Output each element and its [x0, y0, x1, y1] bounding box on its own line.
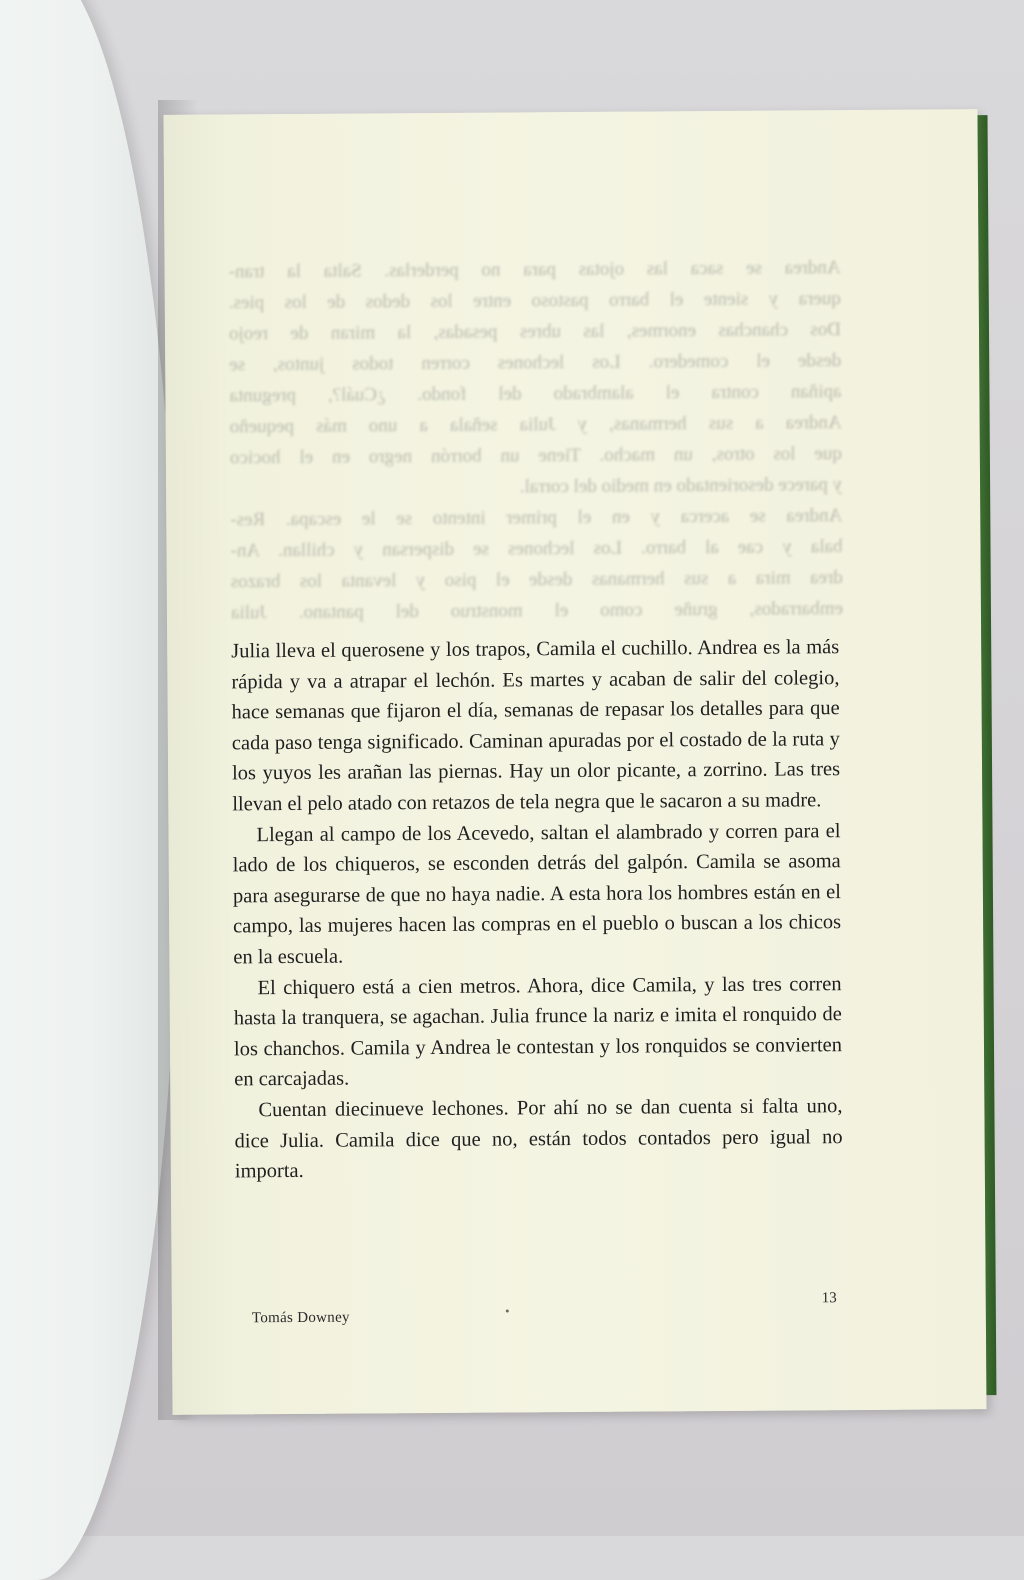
bleed-line: Dos chanchas enormes, las ubres pesadas, la miran de reojo	[228, 319, 842, 345]
bleed-line: bala y cae al barro. Los lechones se dispersan y chillan. An-	[230, 536, 843, 562]
page-number: 13	[821, 1290, 837, 1307]
bleed-line: Andrea se saca las ojotas para no perderlas. Salta la tran-	[228, 257, 841, 283]
paragraph-2: Llegan al campo de los Acevedo, saltan el alambrado y corren para el lado de los chiqueros, se esconden detrás del galpón. Camila se asoma para asegurarse de que no haya nadie. A esta hora los hombres están en el campo, las mujeres hacen las compras en el pueblo o buscan a los chicos en la escuela.	[232, 819, 842, 969]
bleed-line: drea mira a sus hermanas desde el piso y levanta los brazos	[230, 567, 843, 593]
bleed-line: desde el comedero. Los lechones corren todos juntos, se	[229, 350, 842, 376]
right-page	[163, 109, 986, 1415]
body-text	[231, 632, 843, 1187]
bleed-line: Andrea se acerca y en el primer intento se le escapa. Res-	[230, 505, 843, 531]
bleed-line: que los otros, un macho. Tiene un borrón negro en el hocico	[229, 443, 842, 469]
paragraph-3: El chiquero está a cien metros. Ahora, dice Camila, y las tres corren hasta la tranquera, se agachan. Julia frunce la nariz e imita el ronquido de los chanchos. Camila y Andrea le contestan y los ronquidos se convierten en carcajadas.	[233, 972, 843, 1091]
footer-author: Tomás Downey	[251, 1309, 350, 1327]
bleed-line: quera y siente el barro pastoso entre los dedos de los pies.	[228, 288, 841, 314]
cover-edge	[977, 115, 996, 1395]
bleed-line: Andrea a sus hermanas, y Julia señala a uno más pequeño	[229, 412, 842, 438]
bleed-line: y parece desorientado en medio del corral.	[519, 474, 843, 498]
left-page	[0, 0, 180, 1580]
bleed-through-text	[228, 252, 843, 628]
bleed-line: apiñan contra el alambrado del fondo. ¿Cuál?, pregunta	[229, 381, 842, 407]
paper-speck	[506, 1309, 509, 1312]
paragraph-4: Cuentan diecinueve lechones. Por ahí no se dan cuenta si falta uno, dice Julia. Camila dice que no, están todos contados pero igual no importa.	[234, 1095, 843, 1183]
paragraph-1: Julia lleva el querosene y los trapos, Camila el cuchillo. Andrea es la más rápida y va a atrapar el lechón. Es martes y acaban de salir del colegio, hace semanas que fijaron el día, semanas de repasar los detalles para que cada paso tenga significado. Caminan apuradas por el costado de la ruta y los yuyos les arañan las piernas. Hay un olor picante, a zorrino. Las tres llevan el pelo atado con retazos de tela negra que le sacaron a su madre.	[231, 636, 841, 816]
bleed-line: embarrados, gruñe como el monstruo del pantano. Julia	[230, 598, 844, 624]
